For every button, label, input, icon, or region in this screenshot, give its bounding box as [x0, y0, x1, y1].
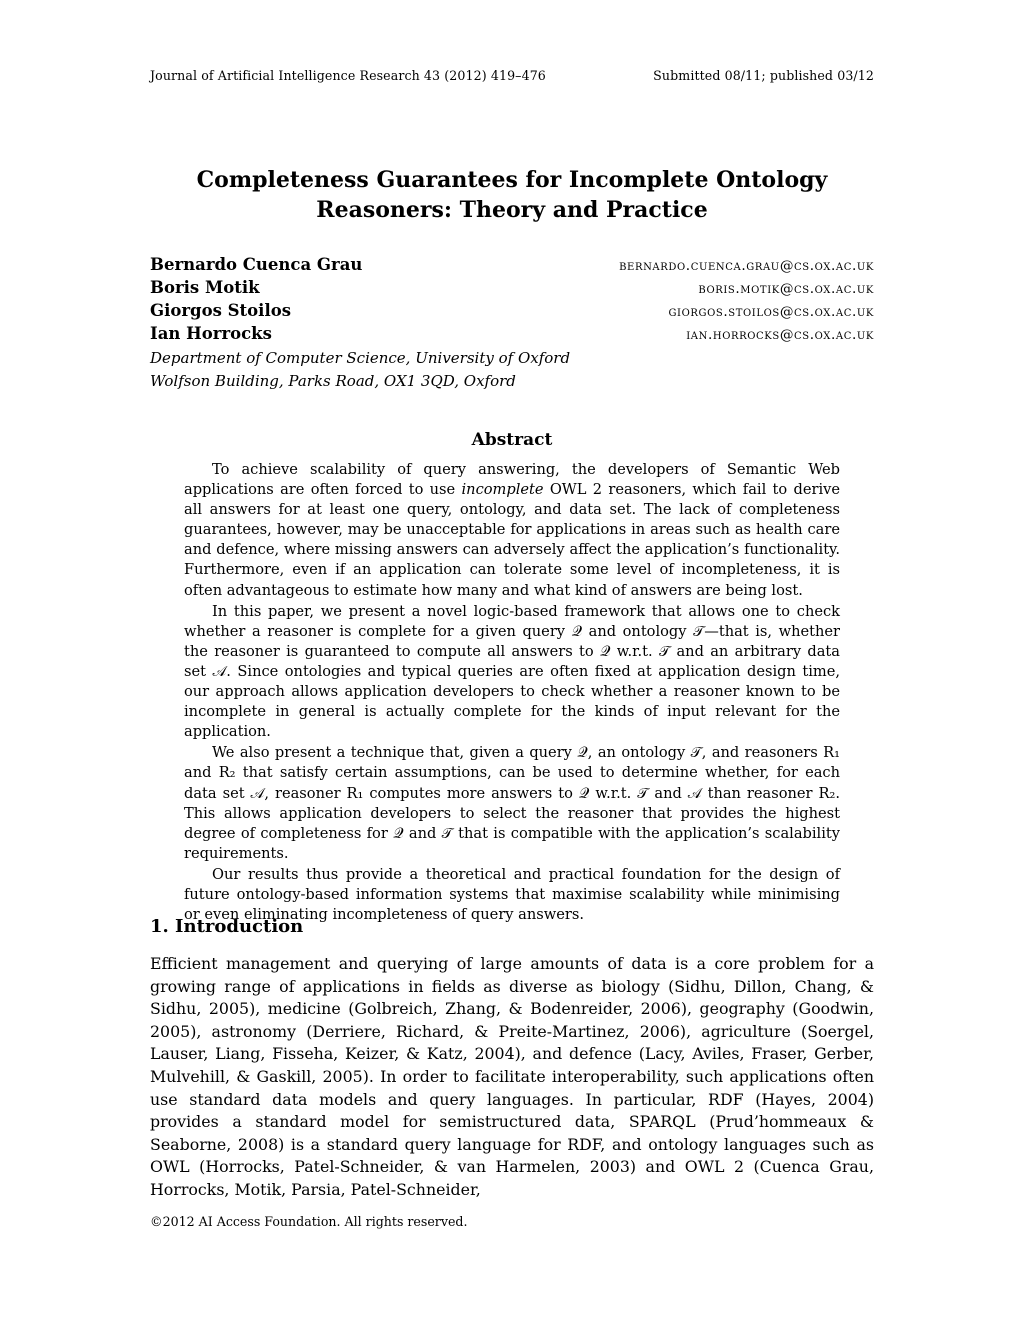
title-line-1: Completeness Guarantees for Incomplete Ontology [196, 167, 828, 193]
submission-dates: Submitted 08/11; published 03/12 [653, 68, 874, 83]
author-row [150, 324, 874, 347]
abstract-paragraph-2: In this paper, we present a novel logic-based framework that allows one to check whether a reasoner is complete for a given query 𝒬 and ontology 𝒯—that is, whether the reasoner is guaranteed to compute all answers to 𝒬 w.r.t. 𝒯 and an arbitrary data set 𝒜. Since ontologies and typical queries are often fixed at application design time, our approach allows application developers to check whether a reasoner known to be incomplete in general is actually complete for the kinds of input relevant for the application. [184, 602, 840, 741]
introduction-body [150, 953, 874, 1202]
author-email: boris.motik@cs.ox.ac.uk [698, 281, 874, 297]
section-heading-introduction: 1. Introduction [150, 916, 304, 937]
author-email: bernardo.cuenca.grau@cs.ox.ac.uk [619, 258, 874, 274]
journal-header: Journal of Artificial Intelligence Research 43 (2012) 419–476 [150, 68, 546, 83]
author-email: ian.horrocks@cs.ox.ac.uk [686, 327, 874, 343]
author-row [150, 301, 874, 324]
author-name: Boris Motik [150, 278, 260, 297]
introduction-paragraph-1: Efficient management and querying of large amounts of data is a core problem for a growing range of applications in fields as diverse as biology (Sidhu, Dillon, Chang, & Sidhu, 2005), medicine (Golbreich, Zhang, & Bodenreider, 2006), geography (Goodwin, 2005), astronomy (Derriere, Richard, & Preite-Martinez, 2006), agriculture (Soergel, Lauser, Liang, Fisseha, Keizer, & Katz, 2004), and defence (Lacy, Aviles, Fraser, Gerber, Mulvehill, & Gaskill, 2005). In order to facilitate interoperability, such applications often use standard data models and query languages. In particular, RDF (Hayes, 2004) provides a standard model for semistructured data, SPARQL (Prud’hommeaux & Seaborne, 2008) is a standard query language for RDF, and ontology languages such as OWL (Horrocks, Patel-Schneider, & van Harmelen, 2003) and OWL 2 (Cuenca Grau, Horrocks, Motik, Parsia, Patel-Schneider, [150, 954, 874, 1199]
affiliation-line-1: Department of Computer Science, University of Oxford [150, 349, 571, 367]
affiliation-line-2: Wolfson Building, Parks Road, OX1 3QD, Oxford [150, 372, 516, 390]
abstract-heading: Abstract [471, 430, 553, 450]
author-name: Giorgos Stoilos [150, 301, 292, 320]
author-email: giorgos.stoilos@cs.ox.ac.uk [668, 304, 874, 320]
author-name: Ian Horrocks [150, 324, 272, 343]
author-name: Bernardo Cuenca Grau [150, 255, 363, 274]
author-row [150, 255, 874, 278]
emphasis-text: incomplete [461, 481, 544, 499]
abstract-text: To achieve scalability of query answering, the developers of Semantic Web applications are often forced to use [184, 461, 840, 499]
abstract-body [184, 460, 840, 926]
paper-title [150, 165, 874, 225]
author-row [150, 278, 874, 301]
abstract-paragraph-3: We also present a technique that, given a query 𝒬, an ontology 𝒯, and reasoners R₁ and R₂ that satisfy certain assumptions, can be used to determine whether, for each data set 𝒜, reasoner R₁ computes more answers to 𝒬 w.r.t. 𝒯 and 𝒜 than reasoner R₂. This allows application developers to select the reasoner that provides the highest degree of completeness for 𝒬 and 𝒯 that is compatible with the application’s scalability requirements. [184, 744, 840, 862]
abstract-paragraph-4: Our results thus provide a theoretical and practical foundation for the design of future ontology-based information systems that maximise scalability while minimising or even eliminating incompleteness of query answers. [184, 865, 840, 924]
abstract-text: OWL 2 reasoners, which fail to derive all answers for at least one query, ontology, and data set. The lack of completeness guarantees, however, may be unacceptable for applications in areas such as health care and defence, where missing answers can adversely affect the application’s functionality. Furthermore, even if an application can tolerate some level of incompleteness, it is often advantageous to estimate how many and what kind of answers are being lost. [184, 481, 840, 599]
abstract-paragraph-1 [184, 460, 840, 601]
copyright-notice: ©2012 AI Access Foundation. All rights reserved. [150, 1214, 468, 1229]
title-line-2: Reasoners: Theory and Practice [316, 197, 708, 223]
author-block [150, 255, 874, 393]
